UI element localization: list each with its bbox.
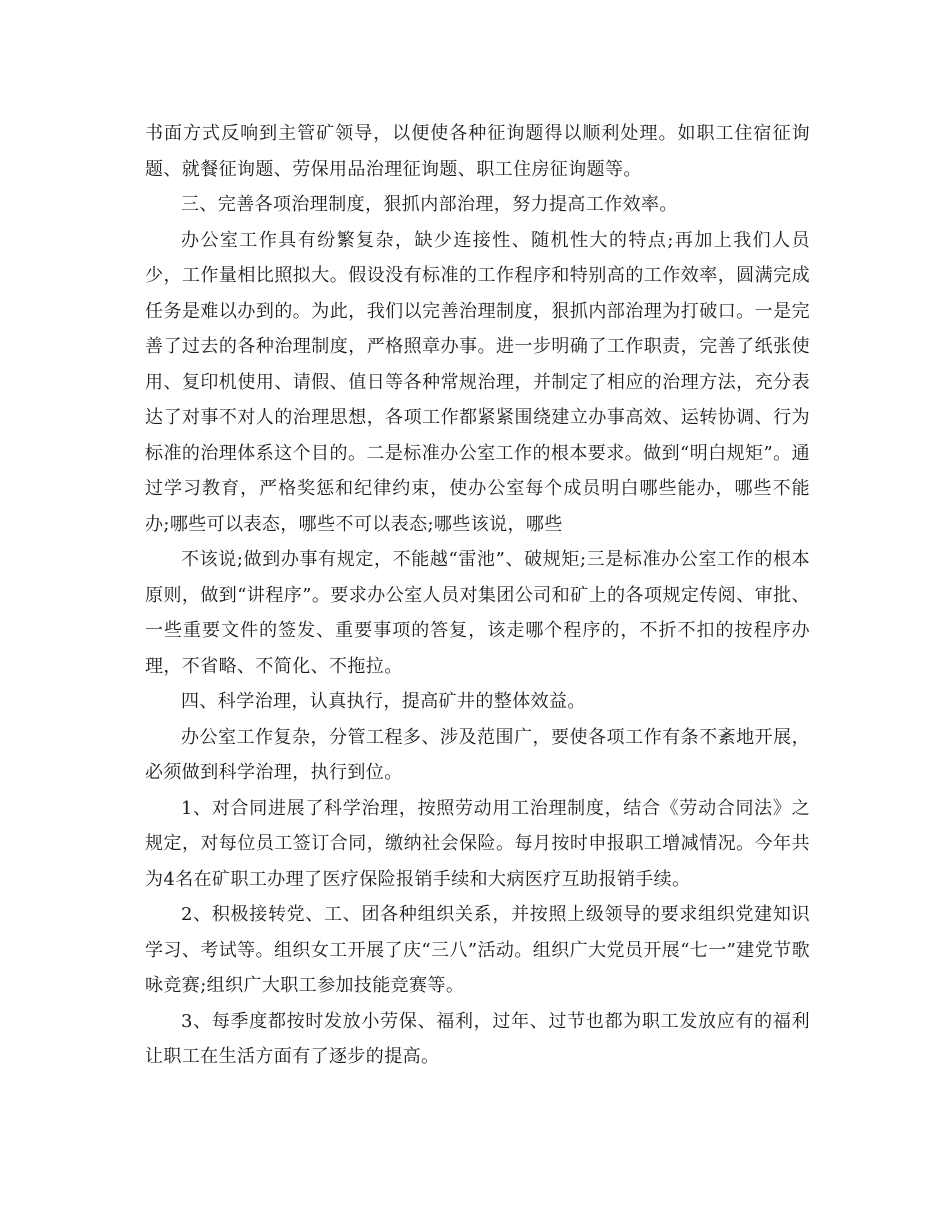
paragraph-7-item-1: 1、对合同进展了科学治理，按照劳动用工治理制度，结合《劳动合同法》之规定，对每位员工签订合同，缴纳社会保险。每月按时申报职工增减情况。今年共为4名在矿职工办理了医疗保险报销手续和大病医疗互助报销手续。 (145, 797, 810, 890)
paragraph-9-item-3: 3、每季度都按时发放小劳保、福利，过年、过节也都为职工发放应有的福利让职工在生活方面有了逐步的提高。 (145, 1010, 810, 1067)
paragraph-3: 办公室工作具有纷繁复杂，缺少连接性、随机性大的特点;再加上我们人员少，工作量相比照拟大。假设没有标准的工作程序和特别高的工作效率，圆满完成任务是难以办到的。为此，我们以完善治理制度，狠抓内部治理为打破口。一是完善了过去的各种治理制度，严格照章办事。进一步明确了工作职责，完善了纸张使用、复印机使用、请假、值日等各种常规治理，并制定了相应的治理方法，充分表达了对事不对人的治理思想，各项工作都紧紧围绕建立办事高效、运转协调、行为标准的治理体系这个目的。二是标准办公室工作的根本要求。做到“明白规矩”。通过学习教育，严格奖惩和纪律约束，使办公室每个成员明白哪些能办，哪些不能办;哪些可以表态，哪些不可以表态;哪些该说，哪些 (145, 229, 810, 535)
paragraph-4: 不该说;做到办事有规定，不能越“雷池”、破规矩;三是标准办公室工作的根本原则，做到“讲程序”。要求办公室人员对集团公司和矿上的各项规定传阅、审批、一些重要文件的签发、重要事项的答复，该走哪个程序的，不折不扣的按程序办理，不省略、不简化、不拖拉。 (145, 549, 810, 677)
paragraph-1: 书面方式反响到主管矿领导，以便使各种征询题得以顺利处理。如职工住宿征询题、就餐征询题、劳保用品治理征询题、职工住房征询题等。 (145, 123, 810, 180)
paragraph-5-heading: 四、科学治理，认真执行，提高矿井的整体效益。 (181, 691, 586, 712)
document-body (145, 116, 810, 1075)
paragraph-2-heading: 三、完善各项治理制度，狠抓内部治理，努力提高工作效率。 (181, 194, 678, 215)
paragraph-8-item-2: 2、积极接转党、工、团各种组织关系，并按照上级领导的要求组织党建知识学习、考试等。组织女工开展了庆“三八”活动。组织广大党员开展“七一”建党节歌咏竞赛;组织广大职工参加技能竞赛等。 (145, 904, 810, 996)
paragraph-6: 办公室工作复杂，分管工程多、涉及范围广，要使各项工作有条不紊地开展，必须做到科学治理，执行到位。 (145, 726, 810, 783)
